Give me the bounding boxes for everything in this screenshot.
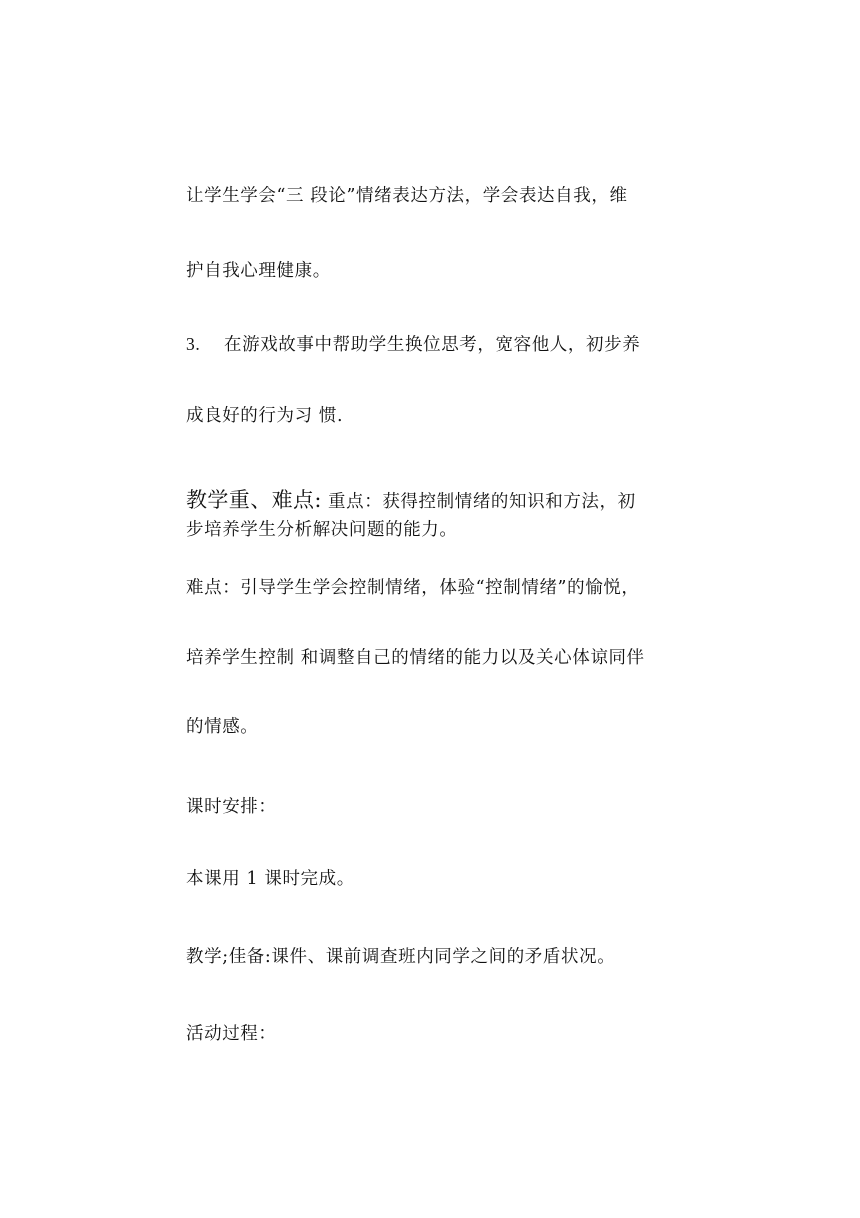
key-points-text: 重点：获得控制情绪的知识和方法，初 xyxy=(321,492,636,512)
key-points-line-2: 步培养学生分析解决问题的能力。 xyxy=(186,520,458,540)
difficulty-line-2: 培养学生控制 和调整自己的情绪的能力以及关心体谅同伴 xyxy=(186,648,645,668)
objective-line-2: 护自我心理健康。 xyxy=(186,261,331,281)
objective-3-line-1 xyxy=(186,332,686,357)
objective-3-line-2: 成良好的行为习 惯. xyxy=(186,406,344,426)
objective-3-text: 在游戏故事中帮助学生换位思考，宽容他人，初步养 xyxy=(224,335,641,355)
objective-line-1: 让学生学会“三 段论”情绪表达方法，学会表达自我，维 xyxy=(186,186,628,206)
difficulty-line-3: 的情感。 xyxy=(186,717,259,737)
schedule-text: 本课用 1 课时完成。 xyxy=(186,869,355,889)
activity-process-heading: 活动过程： xyxy=(186,1024,277,1044)
key-points-heading: 教学重、难点: xyxy=(186,488,322,512)
difficulty-line-1: 难点：引导学生学会控制情绪，体验“控制情绪”的愉悦， xyxy=(186,578,640,598)
list-number: 3. xyxy=(186,334,201,354)
key-points-line-1 xyxy=(186,488,686,514)
preparation-line: 教学;佳备:课件、课前调查班内同学之间的矛盾状况。 xyxy=(186,947,616,967)
schedule-heading: 课时安排： xyxy=(186,797,277,817)
